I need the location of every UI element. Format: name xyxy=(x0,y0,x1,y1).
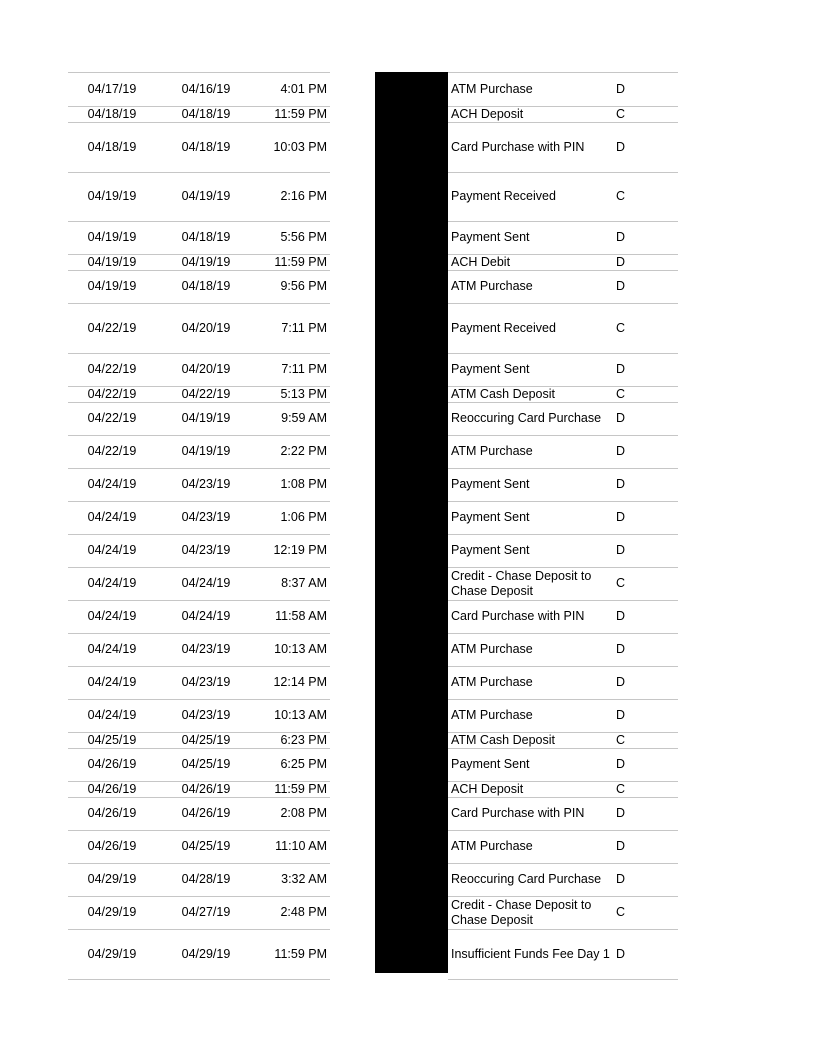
row-divider xyxy=(448,699,678,700)
posted-date: 04/18/19 xyxy=(87,106,137,121)
transaction-time: 10:03 PM xyxy=(273,139,327,154)
transaction-row xyxy=(0,781,816,797)
posted-date: 04/22/19 xyxy=(87,320,137,335)
posted-date: 04/26/19 xyxy=(87,839,137,853)
row-divider xyxy=(68,501,330,502)
transaction-time: 2:08 PM xyxy=(280,806,327,820)
row-divider xyxy=(448,353,678,354)
description: ATM Purchase xyxy=(451,708,533,722)
row-divider xyxy=(448,72,678,73)
description: ACH Debit xyxy=(451,254,511,269)
debit-credit-code: D xyxy=(616,675,626,689)
transaction-date: 04/23/19 xyxy=(181,675,231,689)
row-divider xyxy=(68,666,330,667)
row-divider xyxy=(68,863,330,864)
debit-credit-code: D xyxy=(616,510,626,524)
posted-date: 04/29/19 xyxy=(87,905,137,919)
row-divider xyxy=(448,666,678,667)
transaction-row xyxy=(0,221,816,254)
debit-credit-code: C xyxy=(616,320,626,335)
row-divider xyxy=(68,748,330,749)
transaction-date: 04/18/19 xyxy=(181,230,231,244)
row-divider xyxy=(448,534,678,535)
posted-date: 04/24/19 xyxy=(87,510,137,524)
description: Payment Sent xyxy=(451,757,530,771)
transaction-date: 04/20/19 xyxy=(181,362,231,376)
row-divider xyxy=(68,797,330,798)
transaction-row xyxy=(0,600,816,633)
description: Payment Received xyxy=(451,320,556,335)
transaction-row xyxy=(0,501,816,534)
description: ACH Deposit xyxy=(451,781,524,796)
debit-credit-code: D xyxy=(616,230,626,244)
description: ATM Cash Deposit xyxy=(451,386,555,401)
debit-credit-code: D xyxy=(616,839,626,853)
transaction-date: 04/27/19 xyxy=(181,905,231,919)
row-divider xyxy=(448,254,678,255)
description: Card Purchase with PIN xyxy=(451,139,585,154)
debit-credit-code: D xyxy=(616,444,626,458)
transaction-date: 04/24/19 xyxy=(181,609,231,623)
description: ATM Purchase xyxy=(451,81,533,96)
transaction-time: 9:59 AM xyxy=(281,411,327,425)
transaction-row xyxy=(0,797,816,830)
row-divider xyxy=(68,830,330,831)
posted-date: 04/24/19 xyxy=(87,543,137,557)
transaction-time: 2:16 PM xyxy=(280,189,327,203)
description: Credit - Chase Deposit to Chase Deposit xyxy=(451,897,592,927)
transaction-date: 04/26/19 xyxy=(181,806,231,820)
transaction-date: 04/18/19 xyxy=(181,106,231,121)
transaction-row xyxy=(0,666,816,699)
row-divider xyxy=(68,567,330,568)
description: Payment Sent xyxy=(451,362,530,376)
row-divider xyxy=(448,270,678,271)
transaction-row xyxy=(0,929,816,979)
transaction-date: 04/24/19 xyxy=(181,576,231,590)
posted-date: 04/22/19 xyxy=(87,444,137,458)
transaction-time: 5:13 PM xyxy=(280,386,327,401)
debit-credit-code: D xyxy=(616,946,626,961)
transaction-row xyxy=(0,748,816,781)
transaction-time: 5:56 PM xyxy=(280,230,327,244)
transaction-date: 04/22/19 xyxy=(181,386,231,401)
transaction-row xyxy=(0,534,816,567)
row-divider xyxy=(68,402,330,403)
description: ATM Cash Deposit xyxy=(451,732,555,747)
debit-credit-code: D xyxy=(616,806,626,820)
debit-credit-code: D xyxy=(616,411,626,425)
row-divider xyxy=(448,748,678,749)
transaction-date: 04/25/19 xyxy=(181,732,231,747)
description: ATM Purchase xyxy=(451,675,533,689)
row-divider xyxy=(448,896,678,897)
transaction-date: 04/18/19 xyxy=(181,139,231,154)
row-divider xyxy=(448,221,678,222)
description: Payment Sent xyxy=(451,230,530,244)
description: Payment Received xyxy=(451,189,556,203)
row-divider xyxy=(68,221,330,222)
debit-credit-code: D xyxy=(616,254,626,269)
transaction-time: 11:58 AM xyxy=(275,609,327,623)
row-divider xyxy=(68,303,330,304)
description: Payment Sent xyxy=(451,543,530,557)
description: Payment Sent xyxy=(451,510,530,524)
row-divider xyxy=(448,863,678,864)
row-divider xyxy=(448,303,678,304)
description: Card Purchase with PIN xyxy=(451,806,585,820)
transaction-time: 3:32 AM xyxy=(281,872,327,886)
transaction-time: 1:06 PM xyxy=(280,510,327,524)
debit-credit-code: C xyxy=(616,386,626,401)
transaction-row xyxy=(0,72,816,106)
row-divider xyxy=(448,633,678,634)
transaction-time: 12:14 PM xyxy=(273,675,327,689)
row-divider xyxy=(68,468,330,469)
description: ATM Purchase xyxy=(451,839,533,853)
row-divider xyxy=(448,797,678,798)
row-divider xyxy=(448,979,678,980)
transaction-row xyxy=(0,567,816,600)
posted-date: 04/24/19 xyxy=(87,477,137,491)
transaction-date: 04/23/19 xyxy=(181,543,231,557)
posted-date: 04/22/19 xyxy=(87,411,137,425)
debit-credit-code: C xyxy=(616,905,626,919)
transaction-row xyxy=(0,386,816,402)
posted-date: 04/26/19 xyxy=(87,757,137,771)
debit-credit-code: C xyxy=(616,106,626,121)
posted-date: 04/22/19 xyxy=(87,386,137,401)
transaction-time: 9:56 PM xyxy=(280,279,327,293)
transaction-date: 04/23/19 xyxy=(181,510,231,524)
transaction-date: 04/28/19 xyxy=(181,872,231,886)
description: ACH Deposit xyxy=(451,106,524,121)
transaction-date: 04/25/19 xyxy=(181,839,231,853)
transaction-row xyxy=(0,732,816,748)
posted-date: 04/26/19 xyxy=(87,806,137,820)
posted-date: 04/26/19 xyxy=(87,781,137,796)
row-divider xyxy=(68,254,330,255)
posted-date: 04/24/19 xyxy=(87,708,137,722)
row-divider xyxy=(68,122,330,123)
transaction-row xyxy=(0,106,816,122)
description: Credit - Chase Deposit to Chase Deposit xyxy=(451,568,592,598)
description: Reoccuring Card Purchase xyxy=(451,411,602,425)
row-divider xyxy=(68,633,330,634)
transaction-date: 04/19/19 xyxy=(181,189,231,203)
posted-date: 04/24/19 xyxy=(87,642,137,656)
row-divider xyxy=(448,830,678,831)
transaction-time: 11:59 PM xyxy=(274,946,327,961)
posted-date: 04/29/19 xyxy=(87,872,137,886)
debit-credit-code: D xyxy=(616,757,626,771)
transaction-row xyxy=(0,172,816,221)
transaction-time: 10:13 AM xyxy=(274,642,327,656)
transaction-date: 04/25/19 xyxy=(181,757,231,771)
transaction-time: 7:11 PM xyxy=(281,362,327,376)
debit-credit-code: D xyxy=(616,279,626,293)
row-divider xyxy=(68,106,330,107)
debit-credit-code: D xyxy=(616,609,626,623)
transaction-date: 04/26/19 xyxy=(181,781,231,796)
row-divider xyxy=(448,781,678,782)
row-divider xyxy=(448,402,678,403)
transaction-time: 11:59 PM xyxy=(274,254,327,269)
row-divider xyxy=(68,600,330,601)
row-divider xyxy=(68,979,330,980)
posted-date: 04/19/19 xyxy=(87,189,137,203)
row-divider xyxy=(448,732,678,733)
description: ATM Purchase xyxy=(451,444,533,458)
transaction-row xyxy=(0,122,816,172)
posted-date: 04/24/19 xyxy=(87,609,137,623)
transaction-date: 04/19/19 xyxy=(181,444,231,458)
row-divider xyxy=(448,172,678,173)
debit-credit-code: D xyxy=(616,477,626,491)
posted-date: 04/17/19 xyxy=(87,81,137,96)
debit-credit-code: D xyxy=(616,139,626,154)
transaction-time: 7:11 PM xyxy=(281,320,327,335)
transaction-row xyxy=(0,254,816,270)
posted-date: 04/25/19 xyxy=(87,732,137,747)
transaction-row xyxy=(0,468,816,501)
transaction-time: 8:37 AM xyxy=(281,576,327,590)
row-divider xyxy=(68,896,330,897)
transaction-row xyxy=(0,303,816,353)
transaction-row xyxy=(0,353,816,386)
transaction-row xyxy=(0,896,816,929)
debit-credit-code: C xyxy=(616,576,626,590)
debit-credit-code: D xyxy=(616,362,626,376)
row-divider xyxy=(448,468,678,469)
transaction-row xyxy=(0,863,816,896)
transaction-time: 11:10 AM xyxy=(275,839,327,853)
transaction-time: 1:08 PM xyxy=(280,477,327,491)
debit-credit-code: D xyxy=(616,543,626,557)
posted-date: 04/24/19 xyxy=(87,576,137,590)
posted-date: 04/22/19 xyxy=(87,362,137,376)
row-divider xyxy=(68,172,330,173)
transaction-date: 04/23/19 xyxy=(181,708,231,722)
description: Reoccuring Card Purchase xyxy=(451,872,602,886)
row-divider xyxy=(68,781,330,782)
row-divider xyxy=(68,435,330,436)
transaction-date: 04/29/19 xyxy=(181,946,231,961)
debit-credit-code: C xyxy=(616,732,626,747)
transaction-time: 2:22 PM xyxy=(280,444,327,458)
posted-date: 04/18/19 xyxy=(87,139,137,154)
debit-credit-code: D xyxy=(616,872,626,886)
row-divider xyxy=(448,600,678,601)
row-divider xyxy=(448,386,678,387)
transaction-date: 04/19/19 xyxy=(181,411,231,425)
transaction-date: 04/16/19 xyxy=(181,81,231,96)
transaction-time: 12:19 PM xyxy=(273,543,327,557)
transaction-time: 2:48 PM xyxy=(280,905,327,919)
row-divider xyxy=(68,699,330,700)
transaction-date: 04/23/19 xyxy=(181,642,231,656)
transaction-row xyxy=(0,633,816,666)
transaction-row xyxy=(0,270,816,303)
row-divider xyxy=(448,106,678,107)
transaction-date: 04/19/19 xyxy=(181,254,231,269)
transaction-row xyxy=(0,402,816,435)
posted-date: 04/29/19 xyxy=(87,946,137,961)
debit-credit-code: D xyxy=(616,642,626,656)
posted-date: 04/19/19 xyxy=(87,230,137,244)
row-divider xyxy=(448,122,678,123)
debit-credit-code: C xyxy=(616,189,626,203)
transaction-time: 6:25 PM xyxy=(280,757,327,771)
transaction-date: 04/20/19 xyxy=(181,320,231,335)
transaction-time: 4:01 PM xyxy=(280,81,327,96)
row-divider xyxy=(68,353,330,354)
row-divider xyxy=(68,534,330,535)
description: Payment Sent xyxy=(451,477,530,491)
row-divider xyxy=(68,270,330,271)
description: Insufficient Funds Fee Day 1 xyxy=(451,946,610,961)
debit-credit-code: C xyxy=(616,781,626,796)
transaction-row xyxy=(0,699,816,732)
row-divider xyxy=(68,72,330,73)
row-divider xyxy=(68,732,330,733)
transaction-time: 11:59 PM xyxy=(274,781,327,796)
transaction-date: 04/23/19 xyxy=(181,477,231,491)
transaction-row xyxy=(0,830,816,863)
posted-date: 04/19/19 xyxy=(87,279,137,293)
posted-date: 04/24/19 xyxy=(87,675,137,689)
row-divider xyxy=(448,929,678,930)
debit-credit-code: D xyxy=(616,81,626,96)
row-divider xyxy=(448,435,678,436)
description: ATM Purchase xyxy=(451,642,533,656)
debit-credit-code: D xyxy=(616,708,626,722)
transaction-row xyxy=(0,435,816,468)
row-divider xyxy=(448,567,678,568)
row-divider xyxy=(448,501,678,502)
transaction-time: 10:13 AM xyxy=(274,708,327,722)
transaction-time: 11:59 PM xyxy=(274,106,327,121)
row-divider xyxy=(68,929,330,930)
row-divider xyxy=(68,386,330,387)
transaction-time: 6:23 PM xyxy=(280,732,327,747)
description: ATM Purchase xyxy=(451,279,533,293)
transaction-date: 04/18/19 xyxy=(181,279,231,293)
description: Card Purchase with PIN xyxy=(451,609,585,623)
posted-date: 04/19/19 xyxy=(87,254,137,269)
